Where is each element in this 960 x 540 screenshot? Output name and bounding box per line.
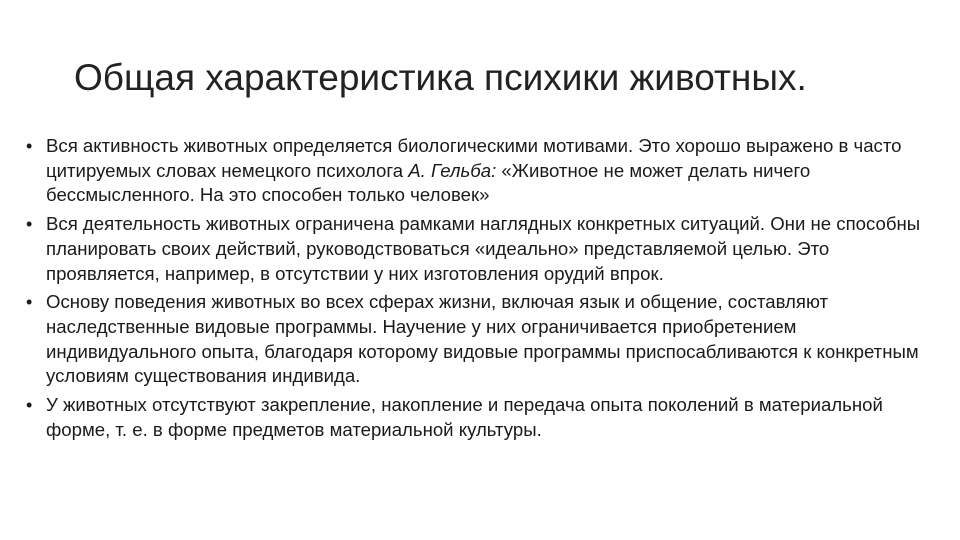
bullet-item-2 [24, 212, 934, 286]
bullet-text-1b: «Животное не может делать ничего бессмысленного. На это способен только человек» [46, 159, 811, 206]
bullet-text-1a: Вся активность животных определяется биологическими мотивами. Это хорошо выражено в часто цитируемых словах немецкого психолога [46, 135, 902, 181]
bullet-item-1 [24, 134, 934, 208]
bullet-text-1-emphasis: А. Гельба: [408, 159, 497, 181]
slide-title: Общая характеристика психики животных. [74, 57, 807, 98]
bullet-item-3 [24, 290, 934, 389]
bullet-item-4 [24, 393, 934, 442]
bullet-dot-icon: • [26, 136, 33, 156]
bullet-text-2: Вся деятельность животных ограничена рамками наглядных конкретных ситуаций. Они не способны планировать своих действий, руководствоваться «идеально» представляемой целью. Это проявляется, например, в отсутствии у них изготовления орудий впрок. [46, 213, 921, 284]
bullet-dot-icon: • [26, 292, 33, 313]
bullet-text-4: У животных отсутствуют закрепление, накопление и передача опыта поколений в материальной форме, т. е. в форме предметов материальной культуры. [46, 394, 883, 440]
bullet-list [24, 134, 934, 446]
bullet-text-3: Основу поведения животных во всех сферах жизни, включая язык и общение, составляют наследственные видовые программы. Научение у них ограничивается приобретением индивидуального опыта, благодаря которому видовые программы приспосабливаются к конкретным условиям существования индивида. [46, 291, 919, 387]
bullet-dot-icon: • [26, 214, 33, 235]
bullet-dot-icon: • [26, 395, 33, 416]
